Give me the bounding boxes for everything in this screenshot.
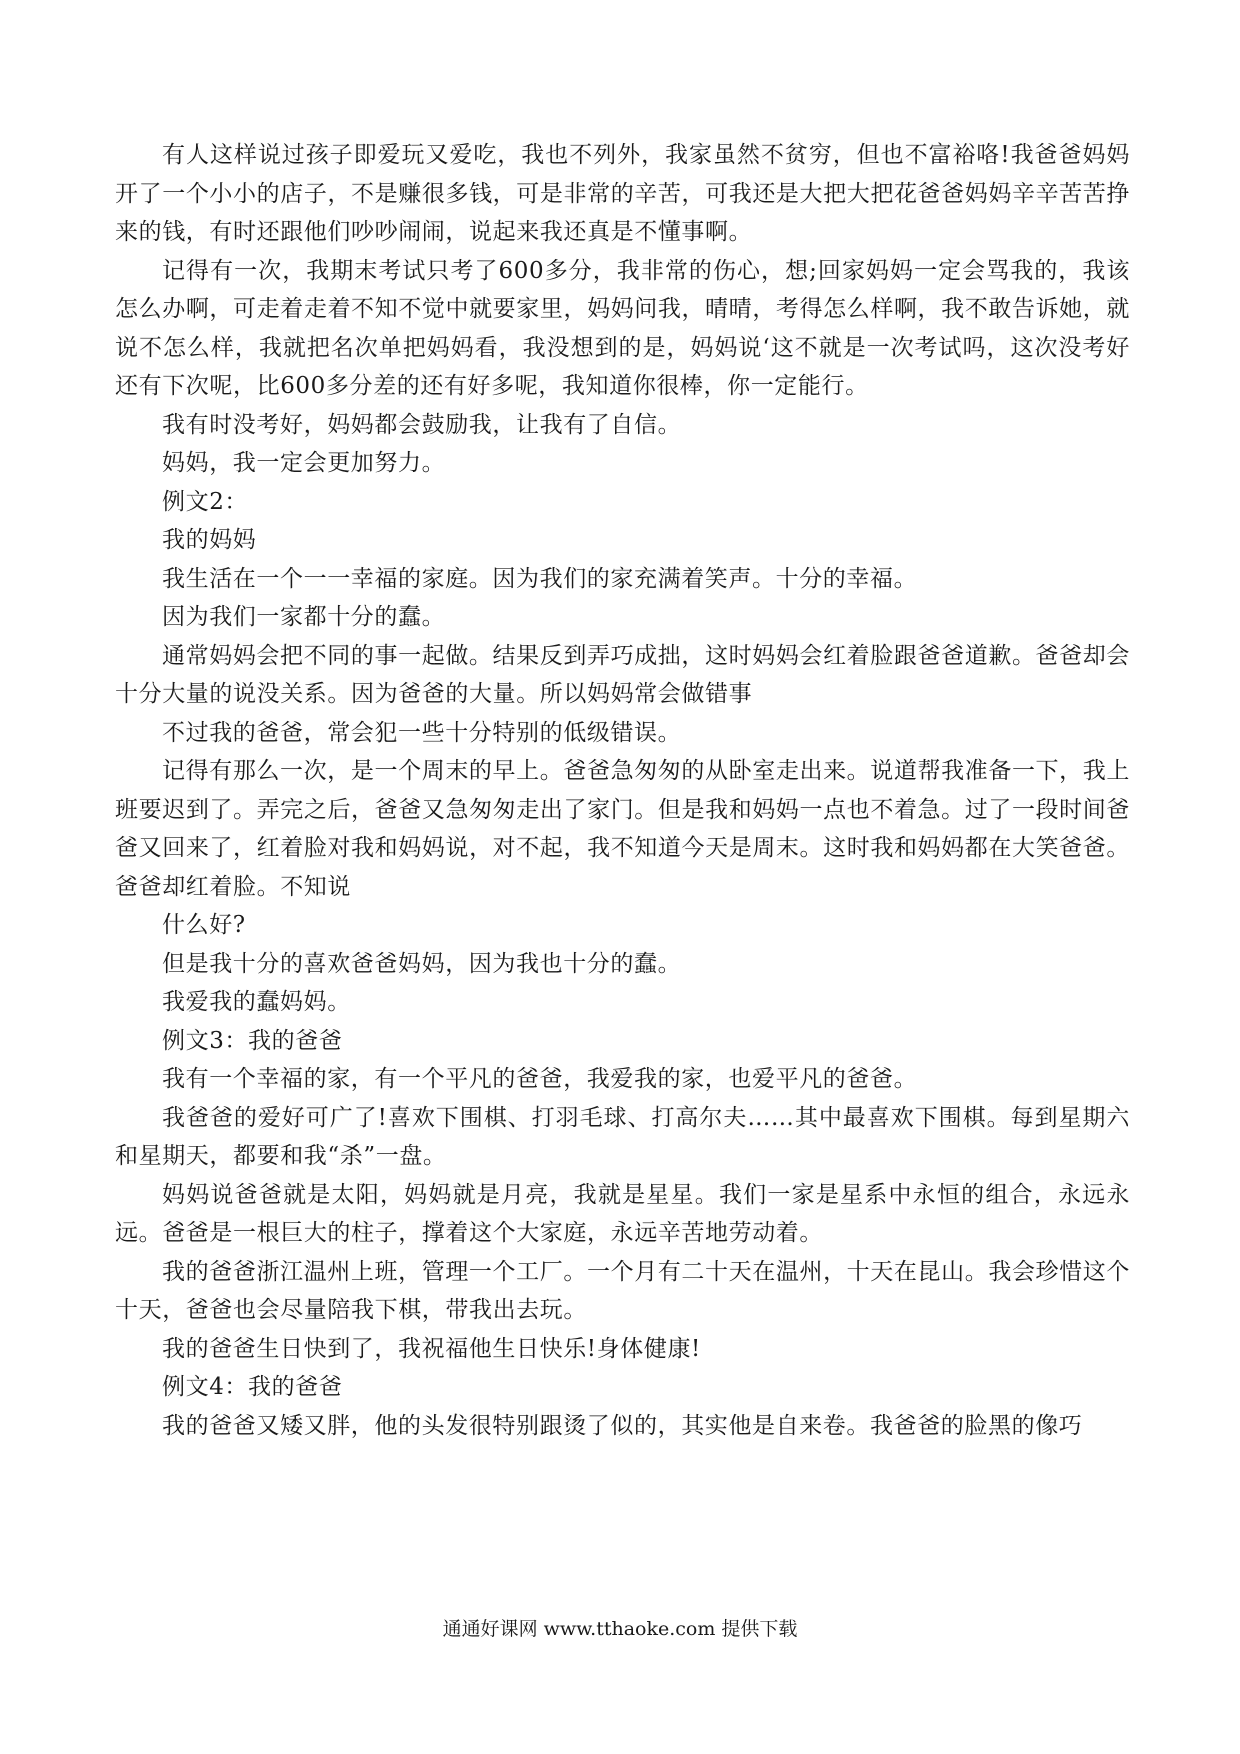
example-heading: 例文2：: [162, 488, 249, 515]
paragraph: 不过我的爸爸，常会犯一些十分特别的低级错误。: [162, 719, 682, 746]
paragraph: 我有一个幸福的家，有一个平凡的爸爸，我爱我的家，也爱平凡的爸爸。: [162, 1066, 918, 1092]
paragraph: 妈妈说爸爸就是太阳，妈妈就是月亮，我就是星星。我们一家是星系中永恒的组合，永远永远。爸爸是一根巨大的柱子，撑着这个大家庭，永远辛苦地劳动着。: [115, 1181, 1130, 1246]
paragraph: 因为我们一家都十分的蠢。: [162, 604, 446, 630]
paragraph: 记得有一次，我期末考试只考了600多分，我非常的伤心，想;回家妈妈一定会骂我的，我该怎么办啊，可走着走着不知不觉中就要家里，妈妈问我，晴晴，考得怎么样啊，我不敢告诉她，就说不怎么样，我就把名次单把妈妈看，我没想到的是，妈妈说‘这不就是一次考试吗，这次没考好还有下次呢，比600多分差的还有好多呢，我知道你很棒，你一定能行。: [115, 257, 1130, 399]
paragraph: 有人这样说过孩子即爱玩又爱吃，我也不列外，我家虽然不贫穷，但也不富裕咯!我爸爸妈妈开了一个小小的店子，不是赚很多钱，可是非常的辛苦，可我还是大把大把花爸爸妈妈辛辛苦苦挣来的钱，有时还跟他们吵吵闹闹，说起来我还真是不懂事啊。: [115, 142, 1130, 245]
paragraph: 妈妈，我一定会更加努力。: [162, 450, 446, 476]
paragraph: 我有时没考好，妈妈都会鼓励我，让我有了自信。: [162, 411, 682, 438]
example-heading: 例文4：我的爸爸: [162, 1374, 343, 1400]
paragraph: 我的爸爸浙江温州上班，管理一个工厂。一个月有二十天在温州，十天在昆山。我会珍惜这个十天，爸爸也会尽量陪我下棋，带我出去玩。: [115, 1258, 1130, 1323]
paragraph: 记得有那么一次，是一个周末的早上。爸爸急匆匆的从卧室走出来。说道帮我准备一下，我上班要迟到了。弄完之后，爸爸又急匆匆走出了家门。但是我和妈妈一点也不着急。过了一段时间爸爸又回来了，红着脸对我和妈妈说，对不起，我不知道今天是周末。这时我和妈妈都在大笑爸爸。爸爸却红着脸。不知说: [115, 758, 1130, 900]
paragraph: 我爸爸的爱好可广了!喜欢下围棋、打羽毛球、打高尔夫……其中最喜欢下围棋。每到星期六和星期天，都要和我“杀”一盘。: [115, 1104, 1130, 1169]
paragraph: 什么好?: [162, 912, 246, 938]
essay-title: 我的妈妈: [162, 527, 257, 553]
paragraph: 我的爸爸又矮又胖，他的头发很特别跟烫了似的，其实他是自来卷。我爸爸的脸黑的像巧: [162, 1412, 1083, 1439]
paragraph: 我生活在一个一一幸福的家庭。因为我们的家充满着笑声。十分的幸福。: [162, 565, 918, 592]
article-body: [115, 136, 1130, 1445]
paragraph: 通常妈妈会把不同的事一起做。结果反到弄巧成拙，这时妈妈会红着脸跟爸爸道歉。爸爸却会十分大量的说没关系。因为爸爸的大量。所以妈妈常会做错事: [115, 642, 1130, 707]
paragraph: 我的爸爸生日快到了，我祝福他生日快乐!身体健康!: [162, 1335, 701, 1362]
paragraph: 但是我十分的喜欢爸爸妈妈，因为我也十分的蠢。: [162, 950, 682, 977]
paragraph: 我爱我的蠢妈妈。: [162, 989, 351, 1015]
example-heading: 例文3：我的爸爸: [162, 1027, 343, 1054]
page-footer: 通通好课网 www.tthaoke.com 提供下载: [442, 1618, 798, 1640]
